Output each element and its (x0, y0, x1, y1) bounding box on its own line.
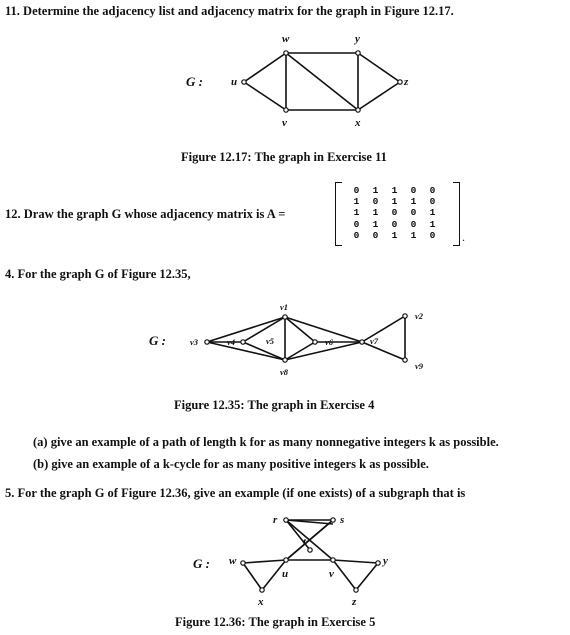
vertex-x: x (258, 596, 264, 608)
matrix-period: . (462, 230, 465, 244)
exercise-5-text: 5. For the graph G of Figure 12.36, give an example (if one exists) of a subgraph that is (5, 486, 466, 500)
figure-12-17-caption: Figure 12.17: The graph in Exercise 11 (181, 150, 387, 164)
vertex-r: r (273, 514, 278, 526)
vertex-t: t (303, 536, 307, 548)
vertex-v4: v4 (227, 337, 236, 347)
exercise-12-text: 12. Draw the graph G whose adjacency matrix is A = (5, 207, 286, 221)
exercise-4-text: 4. For the graph G of Figure 12.35, (5, 267, 191, 281)
vertex-y: y (355, 33, 360, 45)
matrix-row: 0 0 1 1 0 (353, 229, 436, 241)
exercise-4-part-a: (a) give an example of a path of length k for as many nonnegative integers k as possible. (33, 435, 499, 449)
exercise-11-text: 11. Determine the adjacency list and adjacency matrix for the graph in Figure 12.17. (5, 4, 454, 18)
vertex-z: z (352, 596, 357, 608)
matrix-row: 1 0 1 1 0 (353, 196, 436, 208)
matrix-row: 0 1 1 0 0 (353, 185, 436, 196)
vertex-v8: v8 (280, 367, 289, 377)
vertex-v2: v2 (415, 311, 424, 321)
exercise-4-part-b: (b) give an example of a k-cycle for as many positive integers k as possible. (33, 457, 429, 471)
vertex-x: x (355, 117, 361, 129)
vertex-w: w (282, 33, 290, 45)
vertex-v: v (282, 117, 287, 129)
graph-label-g: G : (193, 556, 210, 571)
vertex-v5: v5 (266, 336, 275, 346)
matrix-row: 1 1 0 0 1 (353, 207, 436, 219)
graph-label-g: G : (149, 333, 166, 348)
vertex-s: s (340, 514, 345, 526)
vertex-w: w (229, 555, 237, 567)
vertex-u: u (231, 76, 238, 88)
matrix-row: 0 1 0 0 1 (353, 218, 436, 230)
figure-12-35-caption: Figure 12.35: The graph in Exercise 4 (174, 398, 375, 412)
graph-label-g: G : (186, 74, 203, 89)
vertex-y: y (383, 555, 388, 567)
vertex-v9: v9 (415, 361, 424, 371)
vertex-v6: v6 (325, 337, 334, 347)
vertex-u: u (282, 568, 289, 580)
vertex-z: z (404, 76, 409, 88)
vertex-v7: v7 (370, 336, 379, 346)
vertex-v1: v1 (280, 302, 289, 312)
figure-12-36-caption: Figure 12.36: The graph in Exercise 5 (175, 615, 376, 629)
vertex-v3: v3 (190, 337, 199, 347)
vertex-v: v (329, 568, 334, 580)
